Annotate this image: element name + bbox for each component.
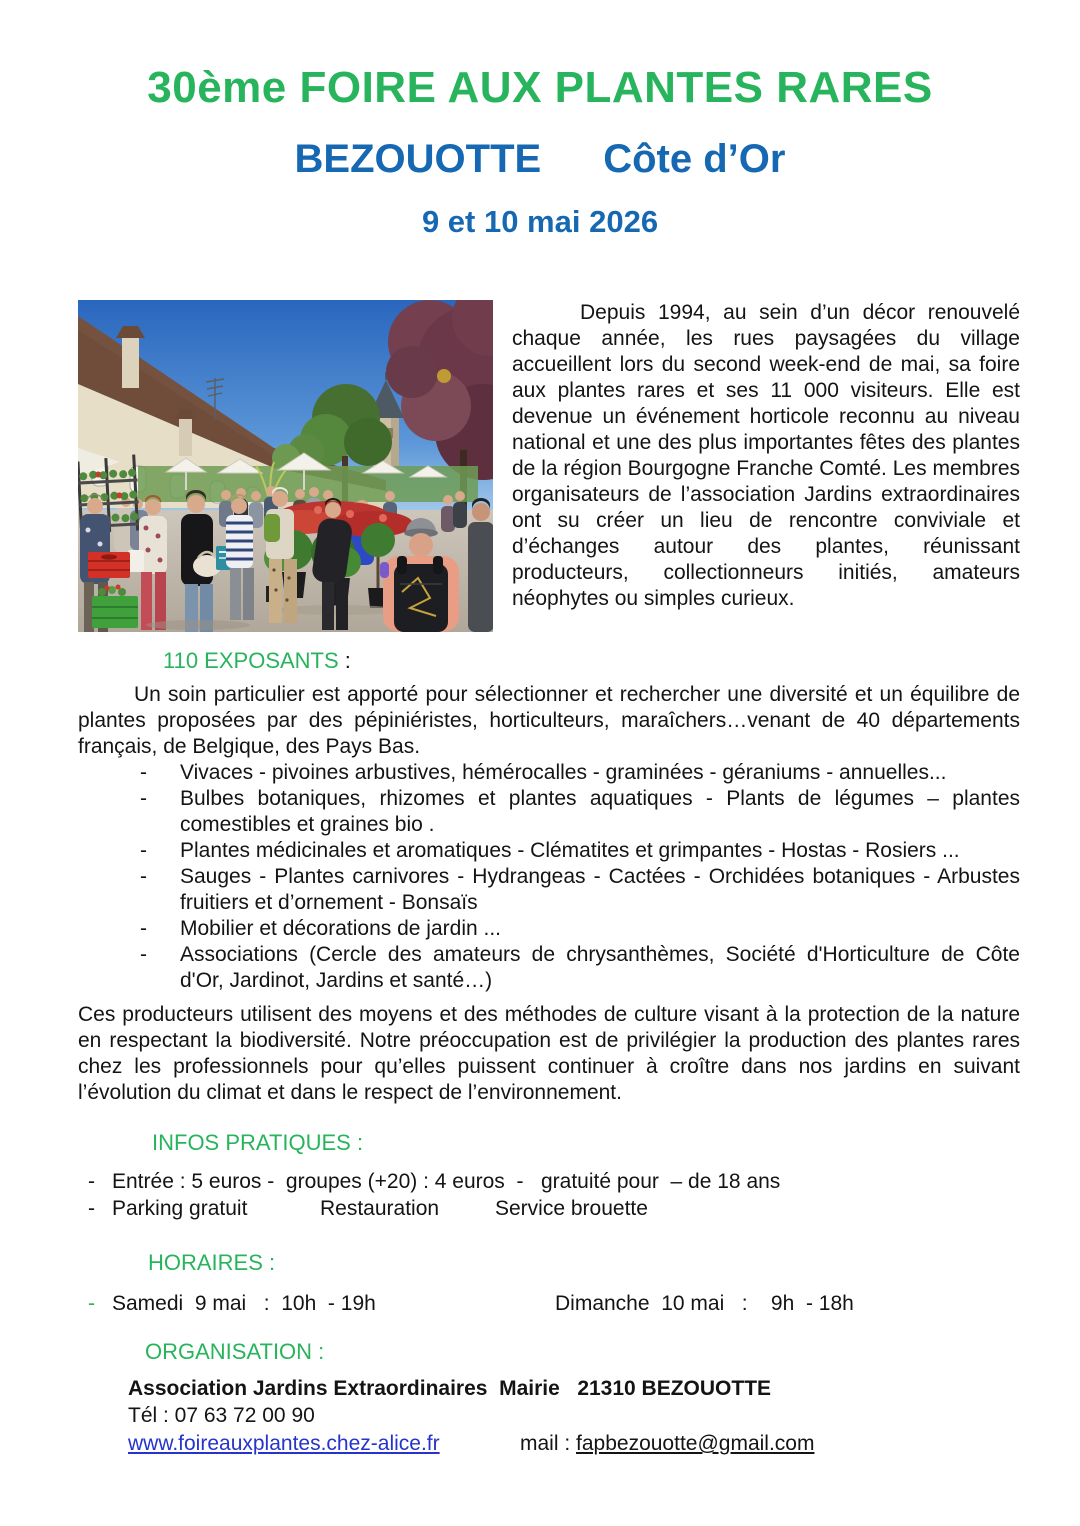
horaires-heading: HORAIRES :	[148, 1250, 276, 1276]
producers-paragraph: Ces producteurs utilisent des moyens et des méthodes de culture visant à la protection de la nature en respectant la biodiversité. Notre préoccupation est de privilégier la production des plantes rares chez les professionnels pour qu’elles puissent continuer à croître dans nos jardins en suivant l’évolution du climat et dans le respect de l’environnement.	[78, 1003, 1020, 1105]
list-item-text: Associations (Cercle des amateurs de chrysanthèmes, Société d'Horticulture de Côte d'Or, Jardinot, Jardins et santé…)	[180, 943, 1020, 993]
infos-line-services	[78, 1195, 1020, 1222]
list-item	[78, 760, 1020, 786]
subtitle	[0, 137, 1080, 181]
sunday-hours: Dimanche 10 mai : 9h - 18h	[555, 1292, 854, 1316]
page-title: 30ème FOIRE AUX PLANTES RARES	[147, 63, 933, 112]
list-item	[78, 864, 1020, 916]
intro-paragraph: Depuis 1994, au sein d’un décor renouvelé chaque année, les rues paysagées du village accueillent lors du second week-end de mai, sa foire aux plantes rares et ses 11 000 visiteurs. Elle est devenue un événement horticole reconnu au niveau national et une des plus importantes fêtes des plantes de la région Bourgogne Franche Comté. Les membres organisateurs de l’association Jardins extraordinaires ont su créer un lieu de rencontre conviviale et d’échanges autour des plantes, réunissant producteurs, collectionneurs initiés, amateurs néophytes ou simples curieux.	[512, 301, 1020, 611]
bullet-dash: -	[88, 1170, 95, 1194]
list-item-text: Bulbes botaniques, rhizomes et plantes aquatiques - Plants de légumes – plantes comestibles et graines bio .	[180, 787, 1020, 837]
mail-label: mail :	[520, 1432, 577, 1456]
bullet-dash: -	[140, 787, 147, 811]
organisation-phone: Tél : 07 63 72 00 90	[128, 1404, 315, 1428]
bullet-dash: -	[88, 1197, 95, 1221]
exposants-heading-colon: :	[338, 648, 351, 674]
bullet-dash: -	[140, 839, 147, 863]
brouette-text: Service brouette	[495, 1197, 648, 1221]
exposants-intro-paragraph: Un soin particulier est apporté pour sélectionner et rechercher une diversité et un équilibre de plantes proposées par des pépiniéristes, horticulteurs, maraîchers…venant de 40 départements français, de Belgique, des Pays Bas.	[78, 683, 1020, 759]
list-item-text: Mobilier et décorations de jardin ...	[180, 917, 501, 941]
parking-text: Parking gratuit	[112, 1197, 248, 1221]
bullet-dash: -	[140, 917, 147, 941]
saturday-hours: Samedi 9 mai : 10h - 19h	[112, 1292, 376, 1316]
organisation-contacts	[128, 1430, 1020, 1457]
exposants-list	[78, 760, 1020, 994]
list-item	[78, 916, 1020, 942]
bullet-dash: -	[140, 761, 147, 785]
restauration-text: Restauration	[320, 1197, 440, 1221]
website-link[interactable]: www.foireauxplantes.chez-alice.fr	[128, 1432, 440, 1456]
organisation-name: Association Jardins Extraordinaires Mairie 21310 BEZOUOTTE	[128, 1377, 772, 1401]
infos-line-tarifs	[78, 1168, 1020, 1195]
bullet-dash: -	[140, 865, 147, 889]
list-item	[78, 942, 1020, 994]
list-item-text: Vivaces - pivoines arbustives, hémérocalles - graminées - géraniums - annuelles...	[180, 761, 947, 785]
email-link[interactable]: fapbezouotte@gmail.com	[576, 1432, 815, 1456]
exposants-heading-text: 110 EXPOSANTS	[163, 648, 339, 674]
infos-heading: INFOS PRATIQUES :	[152, 1130, 364, 1156]
horaires-line	[78, 1290, 1020, 1317]
organisation-block	[128, 1375, 1020, 1457]
plant-fair-photo	[78, 300, 493, 632]
intro-section	[0, 300, 1080, 632]
list-item	[78, 838, 1020, 864]
subtitle-region: Côte d’Or	[603, 137, 786, 182]
organisation-heading: ORGANISATION :	[145, 1339, 325, 1365]
bullet-dash: -	[140, 943, 147, 967]
list-item-text: Plantes médicinales et aromatiques - Clématites et grimpantes - Hostas - Rosiers ...	[180, 839, 960, 863]
list-item	[78, 786, 1020, 838]
bullet-dash-green: -	[88, 1292, 95, 1316]
event-date: 9 et 10 mai 2026	[421, 204, 659, 240]
tarifs-text: Entrée : 5 euros - groupes (+20) : 4 euros - gratuité pour – de 18 ans	[112, 1170, 781, 1194]
exposants-heading	[163, 648, 1080, 674]
list-item-text: Sauges - Plantes carnivores - Hydrangeas - Cactées - Orchidées botaniques - Arbustes fruitiers et d’ornement - Bonsaïs	[180, 865, 1020, 915]
subtitle-town: BEZOUOTTE	[294, 137, 542, 182]
plant-fair-photo-illustration	[78, 300, 493, 632]
